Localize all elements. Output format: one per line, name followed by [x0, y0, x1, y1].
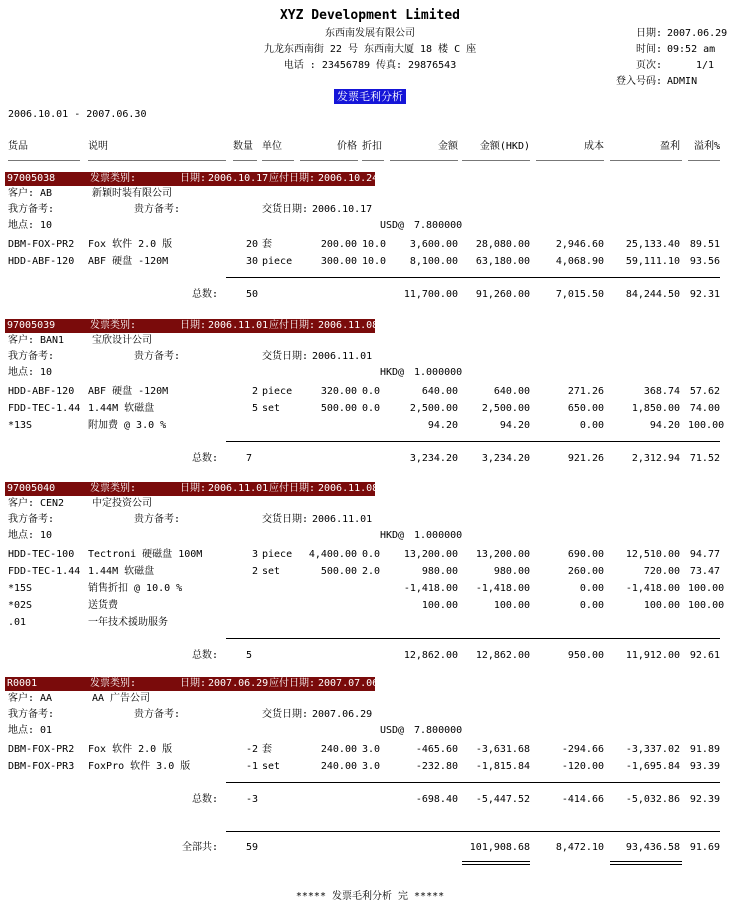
- grand-total-profit: 93,436.58: [625, 842, 680, 853]
- col-item: 货品: [8, 141, 28, 152]
- location-value: 10: [40, 367, 53, 378]
- your-ref-label: 贵方备考:: [134, 514, 181, 525]
- customer-code: CEN2: [40, 498, 65, 509]
- customer-code: BAN1: [40, 335, 65, 346]
- cell-amount: 13,200.00: [403, 549, 458, 560]
- customer-name: 宝欣设计公司: [92, 335, 152, 346]
- our-ref-label: 我方备考:: [8, 709, 55, 720]
- cell-amount: -465.60: [415, 744, 458, 755]
- location-label: 地点:: [8, 367, 35, 378]
- phone-fax: 电话 : 23456789 传真: 29876543: [283, 60, 457, 71]
- cell-cost: 650.00: [567, 403, 604, 414]
- col-price: 价格: [337, 141, 357, 152]
- cell-amount-hkd: -1,815.84: [475, 761, 530, 772]
- cell-desc: 1.44M 软磁盘: [88, 566, 155, 577]
- cell-margin: 100.00: [688, 600, 725, 611]
- invoice-number: 97005040: [7, 483, 56, 494]
- total-amount: -698.40: [415, 794, 458, 805]
- location-value: 10: [40, 220, 53, 231]
- cell-amount-hkd: 28,080.00: [475, 239, 530, 250]
- cell-item: DBM-FOX-PR3: [8, 761, 75, 772]
- company-name-cn: 东西南发展有限公司: [325, 28, 415, 39]
- location-label: 地点:: [8, 725, 35, 736]
- cell-desc: 附加费 @ 3.0 %: [88, 420, 167, 431]
- total-rule: [226, 782, 720, 783]
- cell-amount: 3,600.00: [409, 239, 458, 250]
- invoice-date: 2006.11.01: [208, 320, 269, 331]
- cell-amount: -1,418.00: [403, 583, 458, 594]
- cell-amount-hkd: 13,200.00: [475, 549, 530, 560]
- date-range: 2006.10.01 - 2007.06.30: [8, 109, 147, 120]
- cell-cost: 4,068.90: [555, 256, 604, 267]
- total-rule: [226, 441, 720, 442]
- invoice-number: 97005038: [7, 173, 56, 184]
- cell-item: FDD-TEC-1.44: [8, 403, 81, 414]
- cell-profit: -3,337.02: [625, 744, 680, 755]
- cell-profit: 94.20: [649, 420, 680, 431]
- cell-desc: 1.44M 软磁盘: [88, 403, 155, 414]
- cell-desc: 送货费: [88, 600, 118, 611]
- exchange-rate: 1.000000: [414, 367, 463, 378]
- invoice-date-label: 日期:: [180, 483, 207, 494]
- customer-label: 客户:: [8, 693, 35, 704]
- delivery-date: 2006.11.01: [312, 514, 373, 525]
- col-desc: 说明: [88, 141, 108, 152]
- cell-profit: 1,850.00: [631, 403, 680, 414]
- invoice-date-label: 日期:: [180, 173, 207, 184]
- cell-profit: 59,111.10: [625, 256, 680, 267]
- cell-qty: -1: [245, 761, 258, 772]
- company-name-en: XYZ Development Limited: [279, 8, 460, 23]
- total-margin: 92.31: [689, 289, 720, 300]
- cell-disc: 0.0: [362, 386, 381, 397]
- col-amount: 金额: [438, 141, 458, 152]
- cell-unit: set: [262, 403, 281, 414]
- cell-unit: piece: [262, 256, 293, 267]
- total-amount: 3,234.20: [409, 453, 458, 464]
- cell-profit: -1,695.84: [625, 761, 680, 772]
- total-label: 总数:: [191, 794, 218, 805]
- total-amount: 12,862.00: [403, 650, 458, 661]
- time-label: 时间:: [636, 44, 663, 55]
- location-label: 地点:: [8, 530, 35, 541]
- invoice-header-bar: [5, 482, 379, 496]
- cell-amount: 980.00: [421, 566, 458, 577]
- cell-cost: 0.00: [579, 600, 604, 611]
- cell-qty: -2: [245, 744, 258, 755]
- report-title: 发票毛利分析: [334, 89, 406, 104]
- cell-item: .01: [8, 617, 27, 628]
- cell-cost: 271.26: [567, 386, 604, 397]
- cell-disc: 0.0: [362, 403, 381, 414]
- cell-desc: ABF 硬盘 -120M: [88, 386, 169, 397]
- cell-amount-hkd: 640.00: [493, 386, 530, 397]
- cell-unit: piece: [262, 549, 293, 560]
- cell-price: 4,400.00: [308, 549, 357, 560]
- cell-desc: ABF 硬盘 -120M: [88, 256, 169, 267]
- cell-cost: -120.00: [561, 761, 604, 772]
- cell-amount: 94.20: [427, 420, 458, 431]
- cell-amount: 2,500.00: [409, 403, 458, 414]
- total-cost: 950.00: [567, 650, 604, 661]
- customer-label: 客户:: [8, 188, 35, 199]
- due-date: 2006.10.24: [318, 173, 379, 184]
- invoice-type-label: 发票类别:: [90, 678, 137, 689]
- cell-qty: 5: [251, 403, 258, 414]
- cell-unit: piece: [262, 386, 293, 397]
- our-ref-label: 我方备考:: [8, 514, 55, 525]
- invoice-header-bar: [5, 172, 379, 186]
- invoice-header-bar: [5, 677, 379, 691]
- cell-margin: 93.39: [689, 761, 720, 772]
- total-qty: 50: [246, 289, 259, 300]
- page-value: 1/1: [695, 60, 714, 71]
- cell-margin: 91.89: [689, 744, 720, 755]
- cell-amount: 100.00: [421, 600, 458, 611]
- cell-profit: 720.00: [643, 566, 680, 577]
- cell-cost: 0.00: [579, 583, 604, 594]
- total-cost: 921.26: [567, 453, 604, 464]
- report-title-wrap: [220, 90, 520, 104]
- cell-item: *15S: [8, 583, 33, 594]
- cell-qty: 30: [245, 256, 258, 267]
- col-profit: 盈利: [660, 141, 680, 152]
- exchange-rate: 7.800000: [414, 220, 463, 231]
- cell-item: DBM-FOX-PR2: [8, 239, 75, 250]
- grand-total-cost: 8,472.10: [555, 842, 604, 853]
- invoice-number: 97005039: [7, 320, 56, 331]
- cell-cost: 0.00: [579, 420, 604, 431]
- cell-price: 500.00: [320, 566, 357, 577]
- cell-item: FDD-TEC-1.44: [8, 566, 81, 577]
- delivery-date: 2007.06.29: [312, 709, 373, 720]
- cell-margin: 74.00: [689, 403, 720, 414]
- col-margin: 溢利%: [693, 141, 720, 152]
- customer-name: 中定投资公司: [92, 498, 152, 509]
- cell-profit: 368.74: [643, 386, 680, 397]
- cell-unit: 套: [262, 239, 272, 250]
- invoice-date: 2006.10.17: [208, 173, 269, 184]
- cell-amount-hkd: 94.20: [499, 420, 530, 431]
- exchange-rate: 1.000000: [414, 530, 463, 541]
- invoice-date: 2006.11.01: [208, 483, 269, 494]
- col-amount-hkd: 金额(HKD): [479, 141, 530, 152]
- cell-price: 240.00: [320, 744, 357, 755]
- your-ref-label: 贵方备考:: [134, 709, 181, 720]
- customer-name: AA 广告公司: [92, 693, 151, 704]
- cell-cost: -294.66: [561, 744, 604, 755]
- due-date: 2006.11.08: [318, 320, 379, 331]
- cell-desc: Fox 软件 2.0 版: [88, 239, 173, 250]
- exchange-rate: 7.800000: [414, 725, 463, 736]
- company-address: 九龙东西南街 22 号 东西南大厦 18 楼 C 座: [263, 44, 477, 55]
- currency-code: USD@: [380, 725, 405, 736]
- cell-margin: 57.62: [689, 386, 720, 397]
- login-value: ADMIN: [667, 76, 698, 87]
- cell-margin: 93.56: [689, 256, 720, 267]
- cell-unit: set: [262, 761, 281, 772]
- invoice-type-label: 发票类别:: [90, 320, 137, 331]
- total-label: 总数:: [191, 453, 218, 464]
- total-profit: 2,312.94: [631, 453, 680, 464]
- cell-disc: 2.0: [362, 566, 381, 577]
- location-label: 地点:: [8, 220, 35, 231]
- due-date-label: 应付日期:: [269, 173, 316, 184]
- cell-amount-hkd: -3,631.68: [475, 744, 530, 755]
- cell-price: 200.00: [320, 239, 357, 250]
- date-label: 日期:: [636, 28, 663, 39]
- delivery-label: 交货日期:: [262, 514, 309, 525]
- cell-item: HDD-TEC-100: [8, 549, 75, 560]
- total-cost: -414.66: [561, 794, 604, 805]
- cell-profit: 100.00: [643, 600, 680, 611]
- total-amount-hkd: 12,862.00: [475, 650, 530, 661]
- cell-amount: 8,100.00: [409, 256, 458, 267]
- cell-desc: FoxPro 软件 3.0 版: [88, 761, 191, 772]
- customer-label: 客户:: [8, 498, 35, 509]
- cell-price: 300.00: [320, 256, 357, 267]
- cell-price: 500.00: [320, 403, 357, 414]
- total-profit: -5,032.86: [625, 794, 680, 805]
- cell-profit: 12,510.00: [625, 549, 680, 560]
- cell-qty: 20: [245, 239, 258, 250]
- cell-disc: 3.0: [362, 761, 381, 772]
- invoice-date-label: 日期:: [180, 320, 207, 331]
- due-date-label: 应付日期:: [269, 483, 316, 494]
- grand-total-label: 全部共:: [181, 842, 218, 853]
- location-value: 01: [40, 725, 53, 736]
- col-cost: 成本: [584, 141, 604, 152]
- col-disc: 折扣: [362, 141, 382, 152]
- delivery-label: 交货日期:: [262, 204, 309, 215]
- cell-amount-hkd: 63,180.00: [475, 256, 530, 267]
- grand-total-margin: 91.69: [689, 842, 720, 853]
- page-label: 页次:: [636, 60, 663, 71]
- total-label: 总数:: [191, 289, 218, 300]
- cell-profit: -1,418.00: [625, 583, 680, 594]
- cell-item: HDD-ABF-120: [8, 386, 75, 397]
- delivery-date: 2006.10.17: [312, 204, 373, 215]
- report-footer: ***** 发票毛利分析 完 *****: [295, 891, 445, 902]
- cell-item: *13S: [8, 420, 33, 431]
- invoice-header-bar: [5, 319, 379, 333]
- your-ref-label: 贵方备考:: [134, 351, 181, 362]
- customer-code: AA: [40, 693, 53, 704]
- cell-disc: 0.0: [362, 549, 381, 560]
- cell-qty: 2: [251, 386, 258, 397]
- due-date-label: 应付日期:: [269, 678, 316, 689]
- total-margin: 71.52: [689, 453, 720, 464]
- col-qty: 数量: [233, 141, 253, 152]
- login-label: 登入号码:: [616, 76, 663, 87]
- cell-desc: Fox 软件 2.0 版: [88, 744, 173, 755]
- cell-amount-hkd: 100.00: [493, 600, 530, 611]
- cell-qty: 3: [251, 549, 258, 560]
- total-profit: 11,912.00: [625, 650, 680, 661]
- cell-profit: 25,133.40: [625, 239, 680, 250]
- cell-margin: 100.00: [688, 583, 725, 594]
- cell-disc: 10.0: [362, 256, 387, 267]
- total-amount-hkd: 3,234.20: [481, 453, 530, 464]
- cell-price: 240.00: [320, 761, 357, 772]
- customer-code: AB: [40, 188, 53, 199]
- cell-cost: 690.00: [567, 549, 604, 560]
- total-cost: 7,015.50: [555, 289, 604, 300]
- cell-amount: 640.00: [421, 386, 458, 397]
- total-profit: 84,244.50: [625, 289, 680, 300]
- total-amount-hkd: 91,260.00: [475, 289, 530, 300]
- total-qty: -3: [246, 794, 259, 805]
- col-unit: 单位: [262, 141, 282, 152]
- grand-total-amount-hkd: 101,908.68: [469, 842, 530, 853]
- cell-unit: 套: [262, 744, 272, 755]
- cell-amount-hkd: 2,500.00: [481, 403, 530, 414]
- location-value: 10: [40, 530, 53, 541]
- cell-margin: 100.00: [688, 420, 725, 431]
- currency-code: HKD@: [380, 367, 405, 378]
- cell-disc: 10.0: [362, 239, 387, 250]
- due-date-label: 应付日期:: [269, 320, 316, 331]
- currency-code: HKD@: [380, 530, 405, 541]
- cell-amount-hkd: 980.00: [493, 566, 530, 577]
- cell-item: HDD-ABF-120: [8, 256, 75, 267]
- cell-cost: 2,946.60: [555, 239, 604, 250]
- total-margin: 92.39: [689, 794, 720, 805]
- total-rule: [226, 277, 720, 278]
- cell-price: 320.00: [320, 386, 357, 397]
- cell-qty: 2: [251, 566, 258, 577]
- invoice-date: 2007.06.29: [208, 678, 269, 689]
- cell-item: *02S: [8, 600, 33, 611]
- invoice-type-label: 发票类别:: [90, 173, 137, 184]
- invoice-type-label: 发票类别:: [90, 483, 137, 494]
- cell-disc: 3.0: [362, 744, 381, 755]
- invoice-number: R0001: [7, 678, 38, 689]
- cell-amount: -232.80: [415, 761, 458, 772]
- total-amount: 11,700.00: [403, 289, 458, 300]
- delivery-label: 交货日期:: [262, 709, 309, 720]
- customer-label: 客户:: [8, 335, 35, 346]
- cell-cost: 260.00: [567, 566, 604, 577]
- grand-total-qty: 59: [246, 842, 259, 853]
- cell-desc: 一年技术援助服务: [88, 617, 168, 628]
- cell-desc: Tectroni 硬磁盘 100M: [88, 549, 203, 560]
- total-rule: [226, 638, 720, 639]
- cell-item: DBM-FOX-PR2: [8, 744, 75, 755]
- customer-name: 新颖时装有限公司: [92, 188, 172, 199]
- invoice-date-label: 日期:: [180, 678, 207, 689]
- delivery-date: 2006.11.01: [312, 351, 373, 362]
- your-ref-label: 贵方备考:: [134, 204, 181, 215]
- cell-desc: 销售折扣 @ 10.0 %: [88, 583, 183, 594]
- cell-margin: 94.77: [689, 549, 720, 560]
- cell-unit: set: [262, 566, 281, 577]
- cell-margin: 73.47: [689, 566, 720, 577]
- total-qty: 7: [246, 453, 253, 464]
- cell-margin: 89.51: [689, 239, 720, 250]
- total-margin: 92.61: [689, 650, 720, 661]
- date-value: 2007.06.29: [667, 28, 728, 39]
- delivery-label: 交货日期:: [262, 351, 309, 362]
- total-amount-hkd: -5,447.52: [475, 794, 530, 805]
- due-date: 2006.11.08: [318, 483, 379, 494]
- cell-amount-hkd: -1,418.00: [475, 583, 530, 594]
- our-ref-label: 我方备考:: [8, 204, 55, 215]
- time-value: 09:52 am: [667, 44, 716, 55]
- total-label: 总数:: [191, 650, 218, 661]
- total-qty: 5: [246, 650, 253, 661]
- our-ref-label: 我方备考:: [8, 351, 55, 362]
- due-date: 2007.07.06: [318, 678, 379, 689]
- currency-code: USD@: [380, 220, 405, 231]
